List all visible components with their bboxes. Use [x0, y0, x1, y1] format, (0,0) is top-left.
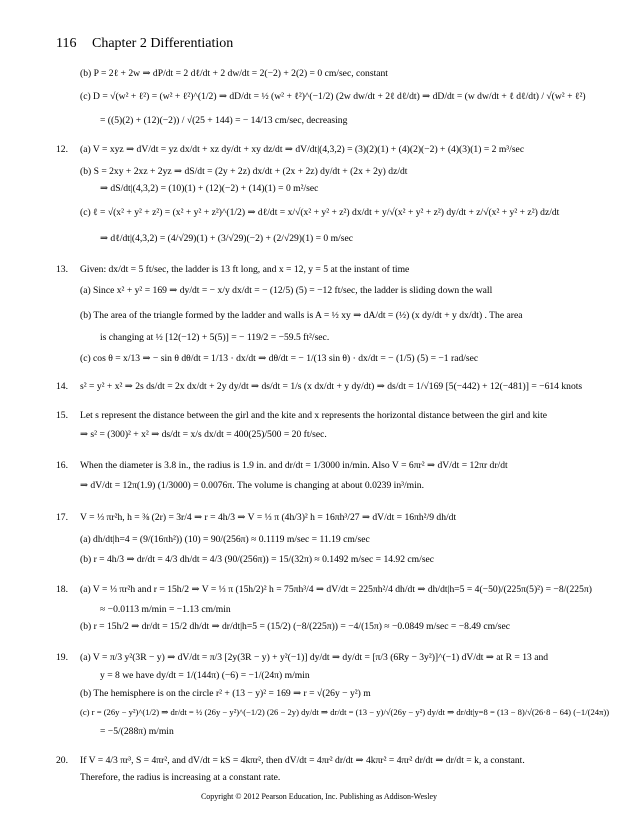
- problem-line: ⇒ dS/dt|(4,3,2) = (10)(1) + (12)(−2) + (14)(1) = 0 m²/sec: [100, 183, 319, 194]
- problem-line: is changing at ½ [12(−12) + 5(5)] = − 119/2 = −59.5 ft²/sec.: [100, 332, 330, 343]
- problem-line: Given: dx/dt = 5 ft/sec, the ladder is 13 ft long, and x = 12, y = 5 at the instant of time: [80, 264, 410, 275]
- page-header: [56, 36, 233, 52]
- problem-line: (a) dh/dt|h=4 = (9/(16πh²)) (10) = 90/(256π) ≈ 0.1119 m/sec = 11.19 cm/sec: [80, 534, 370, 545]
- problem-line: = ((5)(2) + (12)(−2)) / √(25 + 144) = − 14/13 cm/sec, decreasing: [100, 115, 348, 126]
- problem-line: (b) The area of the triangle formed by the ladder and walls is A = ½ xy ⇒ dA/dt = (½) (x dy/dt + y dx/dt) . The area: [80, 310, 523, 321]
- problem-line: (a) V = π/3 y²(3R − y) ⇒ dV/dt = π/3 [2y(3R − y) + y²(−1)] dy/dt ⇒ dy/dt = [π/3 (6Ry − 3y²)]^(−1) dV/dt ⇒ at R = 13 and: [80, 652, 549, 663]
- problem-line: (b) The hemisphere is on the circle r² + (13 − y)² = 169 ⇒ r = √(26y − y²) m: [80, 688, 371, 699]
- problem-line: (a) V = ⅓ πr²h and r = 15h/2 ⇒ V = ⅓ π (15h/2)² h = 75πh³/4 ⇒ dV/dt = 225πh²/4 dh/dt ⇒ dh/dt|h=5 = 4(−50)/(225π(5)²) = −8/(225π): [80, 584, 592, 595]
- problem-number: 12.: [56, 144, 68, 155]
- problem-line: (c) cos θ = x/13 ⇒ − sin θ dθ/dt = 1/13 · dx/dt ⇒ dθ/dt = − 1/(13 sin θ) · dx/dt = − (1/5) (5) = −1 rad/sec: [80, 353, 479, 364]
- problem-line: When the diameter is 3.8 in., the radius is 1.9 in. and dr/dt = 1/3000 in/min. Also V = 6πr² ⇒ dV/dt = 12πr dr/dt: [80, 460, 508, 471]
- page-number: 116: [56, 36, 77, 51]
- problem-line: (b) S = 2xy + 2xz + 2yz ⇒ dS/dt = (2y + 2z) dx/dt + (2x + 2z) dy/dt + (2x + 2y) dz/dt: [80, 166, 408, 177]
- problem-number: 14.: [56, 381, 68, 392]
- problem-line: Let s represent the distance between the girl and the kite and x represents the horizontal distance between the girl and kite: [80, 410, 547, 421]
- problem-number: 16.: [56, 460, 68, 471]
- problem-line: y = 8 we have dy/dt = 1/(144π) (−6) = −1/(24π) m/min: [100, 670, 310, 681]
- copyright-footer: Copyright © 2012 Pearson Education, Inc. Publishing as Addison-Wesley: [200, 792, 438, 801]
- problem-line: Therefore, the radius is increasing at a constant rate.: [80, 772, 281, 783]
- problem-number: 13.: [56, 264, 68, 275]
- problem-number: 17.: [56, 512, 68, 523]
- problem-line: (c) D = √(w² + ℓ²) = (w² + ℓ²)^(1/2) ⇒ dD/dt = ½ (w² + ℓ²)^(−1/2) (2w dw/dt + 2ℓ dℓ/dt) ⇒ dD/dt = (w dw/dt + ℓ dℓ/dt) / √(w² + ℓ²): [80, 91, 586, 102]
- problem-line: (c) r = (26y − y²)^(1/2) ⇒ dr/dt = ½ (26y − y²)^(−1/2) (26 − 2y) dy/dt ⇒ dr/dt = (13 − y)/√(26y − y²) dy/dt ⇒ dr/dt|y=8 = (13 − 8)/√(26·8 − 64) (−1/(24π)): [80, 707, 610, 717]
- problem-line: ⇒ s² = (300)² + x² ⇒ ds/dt = x/s dx/dt = 400(25)/500 = 20 ft/sec.: [80, 429, 327, 440]
- chapter-title: Chapter 2 Differentiation: [92, 36, 234, 51]
- problem-line: ≈ −0.0113 m/min = −1.13 cm/min: [100, 604, 231, 615]
- problem-line: s² = y² + x² ⇒ 2s ds/dt = 2x dx/dt + 2y dy/dt ⇒ ds/dt = 1/s (x dx/dt + y dy/dt) ⇒ ds/dt = 1/√169 [5(−442) + 12(−481)] = −614 knots: [80, 381, 583, 392]
- problem-line: (b) r = 15h/2 ⇒ dr/dt = 15/2 dh/dt ⇒ dr/dt|h=5 = (15/2) (−8/(225π)) = −4/(15π) ≈ −0.0849 m/sec = −8.49 cm/sec: [80, 621, 510, 632]
- problem-line: (b) r = 4h/3 ⇒ dr/dt = 4/3 dh/dt = 4/3 (90/(256π)) = 15/(32π) ≈ 0.1492 m/sec = 14.92 cm/sec: [80, 554, 435, 565]
- problem-line: ⇒ dℓ/dt|(4,3,2) = (4/√29)(1) + (3/√29)(−2) + (2/√29)(1) = 0 m/sec: [100, 233, 353, 244]
- problem-line: ⇒ dV/dt = 12π(1.9) (1/3000) = 0.0076π. The volume is changing at about 0.0239 in³/min.: [80, 480, 424, 491]
- problem-line: (a) V = xyz ⇒ dV/dt = yz dx/dt + xz dy/dt + xy dz/dt ⇒ dV/dt|(4,3,2) = (3)(2)(1) + (4)(2)(−2) + (4)(3)(1) = 2 m³/sec: [80, 144, 525, 155]
- problem-line: (b) P = 2ℓ + 2w ⇒ dP/dt = 2 dℓ/dt + 2 dw/dt = 2(−2) + 2(2) = 0 cm/sec, constant: [80, 68, 388, 79]
- problem-number: 15.: [56, 410, 68, 421]
- problem-number: 20.: [56, 755, 68, 766]
- problem-number: 18.: [56, 584, 68, 595]
- problem-line: V = ⅓ πr²h, h = ⅜ (2r) = 3r/4 ⇒ r = 4h/3 ⇒ V = ⅓ π (4h/3)² h = 16πh³/27 ⇒ dV/dt = 16πh²/9 dh/dt: [80, 512, 457, 523]
- problem-line: = −5/(288π) m/min: [100, 726, 174, 737]
- problem-line: (c) ℓ = √(x² + y² + z²) = (x² + y² + z²)^(1/2) ⇒ dℓ/dt = x/√(x² + y² + z²) dx/dt + y/√(x² + y² + z²) dy/dt + z/√(x² + y² + z²) dz/dt: [80, 207, 560, 218]
- problem-line: (a) Since x² + y² = 169 ⇒ dy/dt = − x/y dx/dt = − (12/5) (5) = −12 ft/sec, the ladder is sliding down the wall: [80, 285, 493, 296]
- problem-number: 19.: [56, 652, 68, 663]
- problem-line: If V = 4/3 πr³, S = 4πr², and dV/dt = kS = 4kπr², then dV/dt = 4πr² dr/dt ⇒ 4kπr² = 4πr² dr/dt ⇒ dr/dt = k, a constant.: [80, 755, 525, 766]
